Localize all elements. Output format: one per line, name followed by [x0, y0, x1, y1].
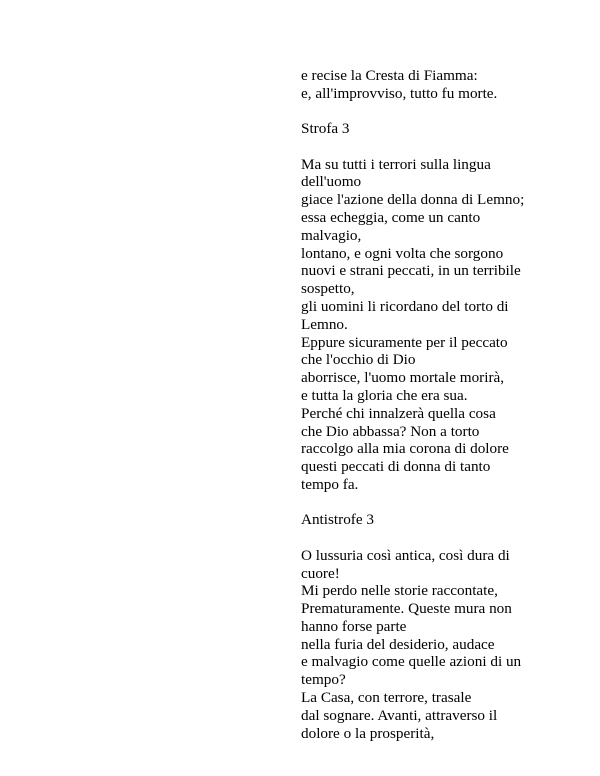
verse-line: Ma su tutti i terrori sulla lingua	[301, 155, 491, 173]
poem-text-column	[301, 67, 531, 742]
verse-line: gli uomini li ricordano del torto di	[301, 297, 509, 315]
opening-stanza	[301, 67, 531, 103]
verse-line: dolore o la prosperità,	[301, 724, 435, 742]
verse-line: aborrisce, l'uomo mortale morirà,	[301, 369, 505, 387]
verse-line: nuovi e strani peccati, in un terribile	[301, 262, 521, 280]
verse-line: e, all'improvviso, tutto fu morte.	[301, 84, 498, 102]
verse-line: che Dio abbassa? Non a torto	[301, 422, 480, 440]
verse-line: tempo fa.	[301, 475, 359, 493]
verse-line: questi peccati di donna di tanto	[301, 458, 491, 476]
antistrofe-3-stanza	[301, 547, 531, 743]
verse-line: O lussuria così antica, così dura di	[301, 546, 510, 564]
verse-line: che l'occhio di Dio	[301, 351, 416, 369]
verse-line: Prematuramente. Queste mura non	[301, 600, 512, 618]
stanza-gap	[301, 138, 531, 156]
stanza-gap	[301, 103, 531, 121]
verse-line: sospetto,	[301, 280, 355, 298]
section-heading-strofa-3: Strofa 3	[301, 120, 350, 138]
verse-line: hanno forse parte	[301, 617, 407, 635]
section-heading-antistrofe-3: Antistrofe 3	[301, 511, 374, 529]
verse-line: e malvagio come quelle azioni di un	[301, 653, 522, 671]
verse-line: essa echeggia, come un canto	[301, 208, 481, 226]
verse-line: nella furia del desiderio, audace	[301, 635, 495, 653]
verse-line: Mi perdo nelle storie raccontate,	[301, 582, 498, 600]
verse-line: e recise la Cresta di Fiamma:	[301, 67, 478, 84]
verse-line: raccolgo alla mia corona di dolore	[301, 440, 509, 458]
verse-line: malvagio,	[301, 226, 362, 244]
verse-line: La Casa, con terrore, trasale	[301, 689, 472, 707]
verse-line: Lemno.	[301, 315, 348, 333]
verse-line: dell'uomo	[301, 173, 362, 191]
stanza-gap	[301, 529, 531, 547]
verse-line: Perché chi innalzerà quella cosa	[301, 404, 496, 422]
strofa-3-stanza	[301, 156, 531, 494]
verse-line: cuore!	[301, 564, 340, 582]
verse-line: Eppure sicuramente per il peccato	[301, 333, 508, 351]
verse-line: e tutta la gloria che era sua.	[301, 386, 468, 404]
verse-line: tempo?	[301, 671, 346, 689]
verse-line: dal sognare. Avanti, attraverso il	[301, 706, 498, 724]
stanza-gap	[301, 494, 531, 512]
verse-line: giace l'azione della donna di Lemno;	[301, 191, 525, 209]
verse-line: lontano, e ogni volta che sorgono	[301, 244, 504, 262]
